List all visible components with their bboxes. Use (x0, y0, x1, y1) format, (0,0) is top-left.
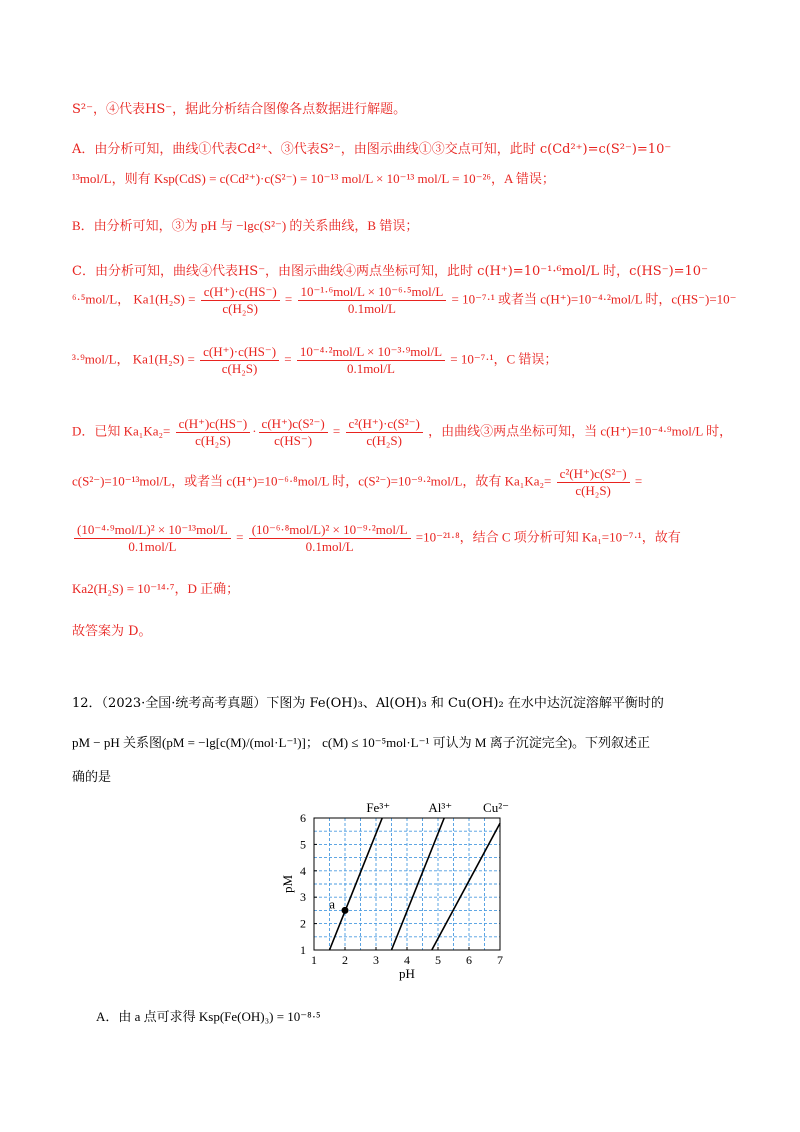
solution-d-line2 (72, 466, 642, 499)
solution-b-line: B．由分析可知，③为 pH 与 −lgc(S²⁻) 的关系曲线，B 错误； (72, 218, 419, 233)
x-tick-label: 5 (435, 953, 441, 967)
question-line1: 12．（2023·全国·统考高考真题）下图为 Fe(OH)₃、Al(OH)₃ 和 Cu(OH)₂ 在水中达沉淀溶解平衡时的 (72, 696, 664, 711)
solution-c-line2: ⁶·⁵mol/L， Ka1(H₂S) = $\frac{c(H^+)\cdot c(HS^-)}{\text{c(H₂S)}}$ = $\frac{\text{10⁻¹·⁶mol/L × 10⁻⁶·⁵mol/L}}{\text{0.1mol/L}}$ = 10⁻⁷·¹ 或者当 c(H⁺)=10⁻⁴·²mol/L 时，c(HS⁻)=10⁻ (72, 284, 737, 316)
d1-frac2: $\frac{\text{c(H⁺)c(S²⁻)}}{c(HS^-)}$ (259, 416, 328, 449)
pm-ph-chart-svg (272, 796, 532, 986)
point-label: a (329, 896, 335, 912)
c2-ka: Ka1(H₂S) = (133, 291, 196, 307)
y-tick-label: 4 (300, 863, 306, 878)
d3-frac1: $\frac{\text{(10⁻⁴·⁹mol/L)² × 10⁻¹³mol/L}}{\text{0.1mol/L}}$ (74, 522, 231, 555)
c3-pre: ³·⁹mol/L， (72, 351, 130, 367)
c2-frac1: $\frac{c(H^+)\cdot c(HS^-)}{\text{c(H₂S)}}$ (201, 284, 280, 317)
c3-frac1: $\frac{c(H^+)\cdot c(HS^-)}{\text{c(H₂S)}}$ (200, 344, 279, 377)
x-tick-label: 4 (404, 953, 410, 967)
series-line (432, 823, 500, 950)
y-tick-label: 6 (300, 811, 306, 825)
x-tick-label: 7 (497, 953, 503, 967)
c2-frac2: $\frac{\text{10⁻¹·⁶mol/L × 10⁻⁶·⁵mol/L}}{\text{0.1mol/L}}$ (298, 284, 447, 317)
d3-frac2: $\frac{\text{(10⁻⁶·⁸mol/L)² × 10⁻⁹·²mol/L}}{\text{0.1mol/L}}$ (249, 522, 411, 555)
question-line3: 确的是 (72, 770, 112, 785)
y-tick-label: 2 (300, 916, 306, 931)
d1-frac1: $\frac{c(H^+)c(HS^-)}{\text{c(H₂S)}}$ (176, 416, 251, 449)
x-tick-label: 2 (342, 953, 348, 967)
series-label: Fe³⁺ (366, 800, 391, 815)
d3-post: =10⁻²¹·⁸，结合 C 项分析可知 Ka₁=10⁻⁷·¹，故有 (415, 529, 681, 545)
d1-pre: D．已知 Ka₁Ka₂= (72, 423, 171, 439)
c3-frac2: $\frac{\text{10⁻⁴·²mol/L × 10⁻³·⁹mol/L}}{\text{0.1mol/L}}$ (297, 344, 445, 377)
option-a[interactable]: A．由 a 点可求得 Ksp(Fe(OH)₃) = 10⁻⁸·⁵ (96, 1009, 321, 1024)
solution-d-line3: $\frac{\text{(10⁻⁴·⁹mol/L)² × 10⁻¹³mol/L}}{\text{0.1mol/L}}$ = $\frac{\text{(10⁻⁶·⁸mol/L)² × 10⁻⁹·²mol/L}}{\text{0.1mol/L}}$ =10⁻²¹·⁸，结合 C 项分析可知 Ka₁=10⁻⁷·¹，故有 (72, 522, 681, 555)
y-tick-label: 1 (300, 943, 306, 957)
point-a (342, 907, 349, 914)
x-tick-label: 1 (311, 953, 317, 967)
c2-pre: ⁶·⁵mol/L， (72, 291, 131, 307)
d2-post: = (634, 473, 643, 489)
d2-pre: c(S²⁻)=10⁻¹³mol/L，或者当 c(H⁺)=10⁻⁶·⁸mol/L 时，c(S²⁻)=10⁻⁹·²mol/L，故有 Ka₁Ka₂= (72, 473, 552, 489)
solution-a-line1: A．由分析可知，曲线①代表Cd²⁺、③代表S²⁻，由图示曲线①③交点可知，此时 c(Cd²⁺)=c(S²⁻)=10⁻ (72, 142, 672, 157)
y-axis-label: pM (280, 874, 295, 894)
x-axis-label: pH (399, 966, 415, 981)
d1-post: ，由曲线③两点坐标可知，当 c(H⁺)=10⁻⁴·⁹mol/L 时， (428, 423, 733, 439)
solution-a-line2: ¹³mol/L，则有 Ksp(CdS) = c(Cd²⁺)·c(S²⁻) = 10⁻¹³ mol/L × 10⁻¹³ mol/L = 10⁻²⁶，A 错误； (72, 171, 555, 186)
solution-d-line4: Ka2(H₂S) = 10⁻¹⁴·⁷，D 正确； (72, 581, 240, 596)
question-line2: pM − pH 关系图(pM = −lg[c(M)/(mol·L⁻¹)]； c(M) ≤ 10⁻⁵mol·L⁻¹ 可认为 M 离子沉淀完全)。下列叙述正 (72, 735, 651, 750)
x-tick-label: 3 (373, 953, 379, 967)
c2-post: = 10⁻⁷·¹ 或者当 c(H⁺)=10⁻⁴·²mol/L 时，c(HS⁻)=10⁻ (451, 291, 737, 307)
solution-answer: 故答案为 D。 (72, 624, 152, 639)
solution-c-line3: ³·⁹mol/L， Ka1(H₂S) = $\frac{c(H^+)\cdot c(HS^-)}{\text{c(H₂S)}}$ = $\frac{\text{10⁻⁴·²mol/L × 10⁻³·⁹mol/L}}{\text{0.1mol/L}}$ = 10⁻⁷·¹，C 错误； (72, 344, 558, 376)
series-label: Al³⁺ (428, 800, 453, 815)
d1-frac3: $\frac{\text{c²(H⁺)·c(S²⁻)}}{\text{c(H₂S)}}$ (346, 416, 423, 449)
d2-frac: $\frac{\text{c²(H⁺)c(S²⁻)}}{\text{c(H₂S)}}$ (557, 466, 630, 499)
solution-intro: S²⁻，④代表HS⁻，据此分析结合图像各点数据进行解题。 (72, 102, 407, 117)
pm-ph-chart (272, 796, 532, 986)
y-tick-label: 3 (300, 890, 306, 905)
series-label: Cu²⁻ (483, 800, 509, 815)
x-tick-label: 6 (466, 953, 472, 967)
solution-d-line1: D．已知 Ka₁Ka₂= $\frac{c(H^+)c(HS^-)}{\text{c(H₂S)}}$ · $\frac{\text{c(H⁺)c(S²⁻)}}{c(HS^-)}$ = $\frac{\text{c²(H⁺)·c(S²⁻)}}{\text{c(H₂S)}}$ ，由曲线③两点坐标可知，当 c(H⁺)=10⁻⁴·⁹mol/L 时， (72, 416, 733, 448)
c3-post: = 10⁻⁷·¹，C 错误； (450, 351, 558, 367)
c3-ka: Ka1(H₂S) = (132, 351, 195, 367)
y-tick-label: 5 (300, 837, 306, 852)
solution-c-line1: C．由分析可知，曲线④代表HS⁻，由图示曲线④两点坐标可知，此时 c(H⁺)=10⁻¹·⁶mol/L 时，c(HS⁻)=10⁻ (72, 264, 708, 279)
